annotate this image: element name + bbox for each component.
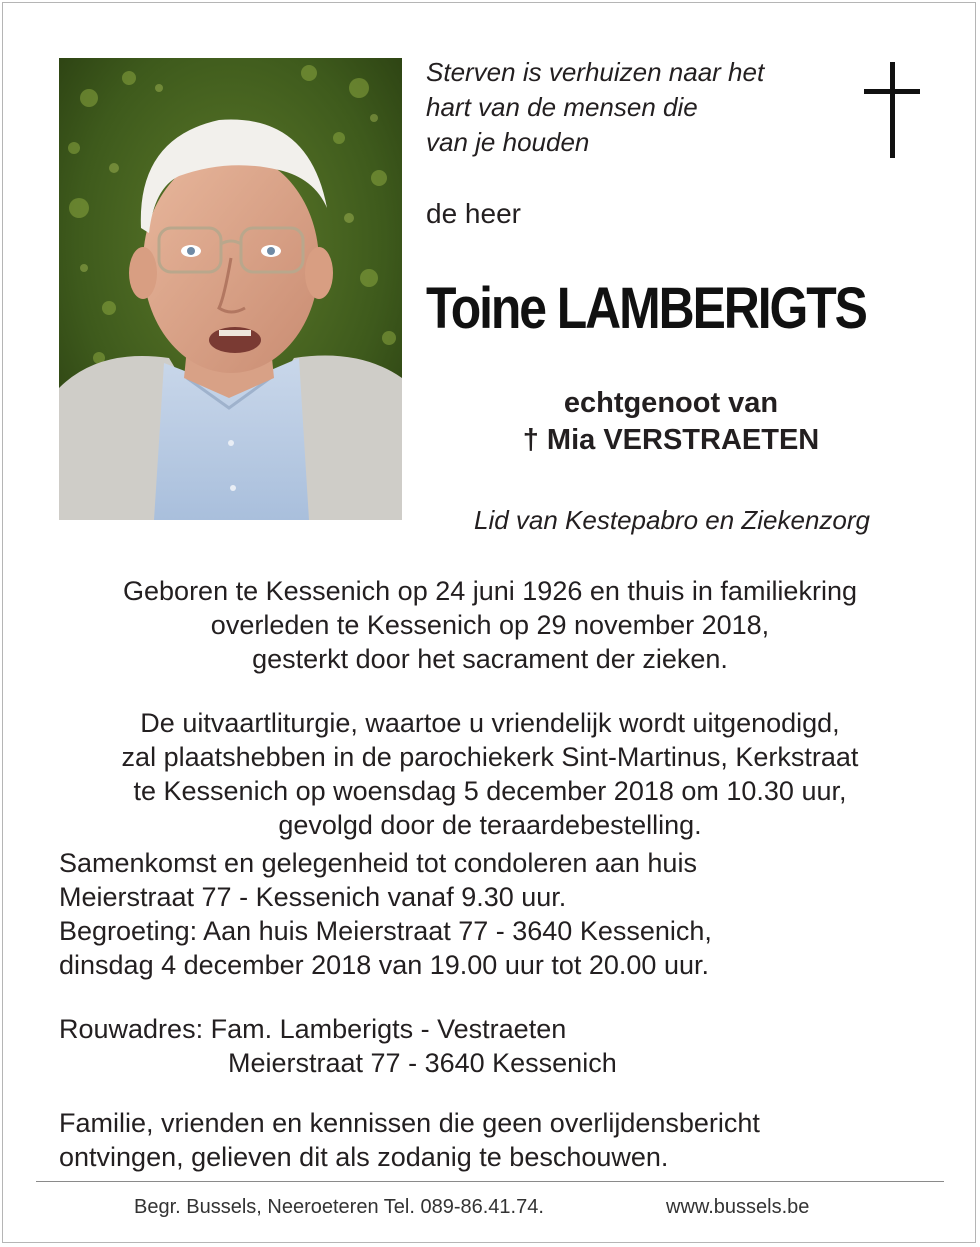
paragraph-line: zal plaatshebben in de parochiekerk Sint-Martinus, Kerkstraat xyxy=(121,742,859,772)
portrait-image xyxy=(59,58,402,520)
quote-line: Sterven is verhuizen naar het xyxy=(426,57,765,87)
paragraph-line: Samenkomst en gelegenheid tot condoleren aan huis xyxy=(59,848,697,878)
paragraph-line: Meierstraat 77 - Kessenich vanaf 9.30 uur. xyxy=(59,882,567,912)
paragraph-line: te Kessenich op woensdag 5 december 2018 om 10.30 uur, xyxy=(133,776,847,806)
paragraph-line: gevolgd door de teraardebestelling. xyxy=(278,810,702,840)
memorial-quote xyxy=(426,55,846,160)
paragraph-line: gesterkt door het sacrament der zieken. xyxy=(252,644,728,674)
undertaker-info: Begr. Bussels, Neeroeteren Tel. 089-86.41.74. xyxy=(134,1196,544,1218)
spouse-info xyxy=(426,385,916,459)
mourning-address-line1: Rouwadres: Fam. Lamberigts - Vestraeten xyxy=(59,1014,567,1044)
latin-cross-icon xyxy=(862,62,924,165)
gathering-paragraph xyxy=(59,846,712,982)
funeral-paragraph xyxy=(40,706,940,842)
mourning-address-line2: Meierstraat 77 - 3640 Kessenich xyxy=(228,1048,617,1078)
paragraph-line: Familie, vrienden en kennissen die geen overlijdensbericht xyxy=(59,1108,760,1138)
mourning-address xyxy=(59,1012,617,1080)
spouse-name: † Mia VERSTRAETEN xyxy=(522,424,820,456)
paragraph-line: De uitvaartliturgie, waartoe u vriendelijk wordt uitgenodigd, xyxy=(140,708,840,738)
quote-line: van je houden xyxy=(426,127,590,157)
deceased-name: Toine LAMBERIGTS xyxy=(426,276,866,341)
salutation: de heer xyxy=(426,198,521,229)
paragraph-line: overleden te Kessenich op 29 november 2018, xyxy=(210,610,770,640)
membership: Lid van Kestepabro en Ziekenzorg xyxy=(473,505,871,535)
spouse-relation: echtgenoot van xyxy=(563,387,779,419)
paragraph-line: Begroeting: Aan huis Meierstraat 77 - 3640 Kessenich, xyxy=(59,916,712,946)
paragraph-line: Geboren te Kessenich op 24 juni 1926 en thuis in familiekring xyxy=(123,576,857,606)
footer-divider xyxy=(36,1181,944,1182)
quote-line: hart van de mensen die xyxy=(426,92,698,122)
closing-paragraph xyxy=(59,1106,760,1174)
portrait-photo xyxy=(59,58,402,520)
paragraph-line: ontvingen, gelieven dit als zodanig te beschouwen. xyxy=(59,1142,669,1172)
website-link[interactable]: www.bussels.be xyxy=(666,1196,810,1218)
paragraph-line: dinsdag 4 december 2018 van 19.00 uur tot 20.00 uur. xyxy=(59,950,709,980)
birth-death-paragraph xyxy=(40,574,940,676)
